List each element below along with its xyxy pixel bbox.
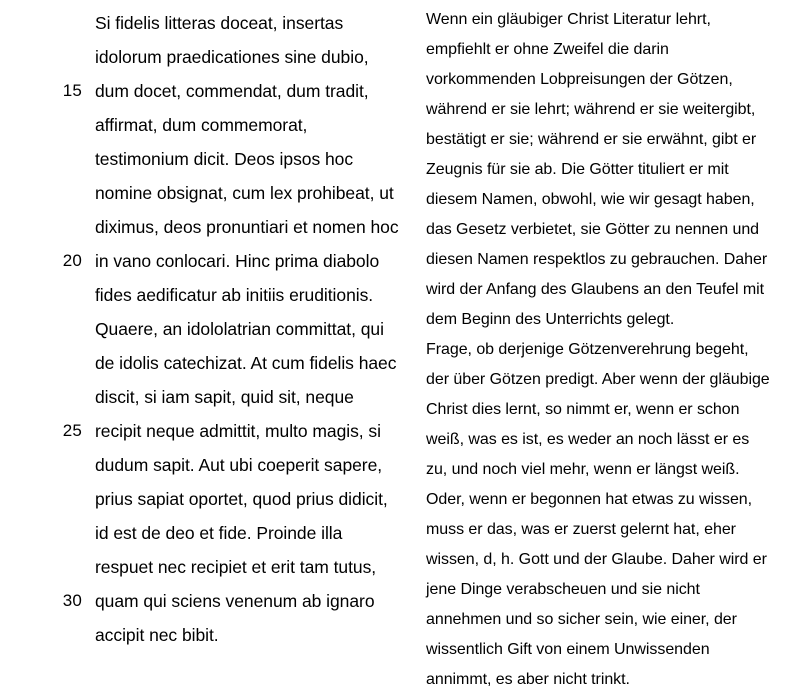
translation-line: Wenn ein gläubiger Christ Literatur lehrt, xyxy=(426,11,711,28)
source-line xyxy=(0,346,410,380)
translation-line: während er sie lehrt; während er sie weitergibt, xyxy=(426,101,756,118)
translation-line: diesen Namen respektlos zu gebrauchen. Daher xyxy=(426,251,768,268)
translation-text-column xyxy=(426,5,800,695)
source-line-text: respuet nec recipiet et erit tam tutus, xyxy=(95,557,377,577)
line-number: 15 xyxy=(62,81,82,100)
source-line-text: idolorum praedicationes sine dubio, xyxy=(95,47,369,67)
source-line-text: testimonium dicit. Deos ipsos hoc xyxy=(95,149,354,169)
translation-line: weiß, was es ist, es weder an noch lässt er es xyxy=(426,431,750,448)
source-line xyxy=(0,108,410,142)
source-line-text: fides aedificatur ab initiis eruditionis. xyxy=(95,285,374,305)
translation-line: Oder, wenn er begonnen hat etwas zu wissen, xyxy=(426,491,753,508)
source-line xyxy=(0,6,410,40)
source-line-text: in vano conlocari. Hinc prima diabolo xyxy=(95,251,380,271)
source-line-text: diximus, deos pronuntiari et nomen hoc xyxy=(95,217,399,237)
source-line xyxy=(0,142,410,176)
source-text-column xyxy=(0,6,410,652)
source-line xyxy=(0,448,410,482)
source-line xyxy=(0,244,410,278)
source-line-text: affirmat, dum commemorat, xyxy=(95,115,308,135)
source-line xyxy=(0,210,410,244)
source-line-text: dudum sapit. Aut ubi coeperit sapere, xyxy=(95,455,383,475)
source-line xyxy=(0,516,410,550)
translation-line: vorkommenden Lobpreisungen der Götzen, xyxy=(426,71,733,88)
source-line-text: Quaere, an idololatrian committat, qui xyxy=(95,319,384,339)
source-line xyxy=(0,482,410,516)
translation-line: das Gesetz verbietet, sie Götter zu nennen und xyxy=(426,221,760,238)
source-line-text: recipit neque admittit, multo magis, si xyxy=(95,421,381,441)
source-line-text: quam qui sciens venenum ab ignaro xyxy=(95,591,375,611)
source-line xyxy=(0,74,410,108)
translation-line: zu, und noch viel mehr, wenn er längst weiß. xyxy=(426,461,740,478)
translation-line: dem Beginn des Unterrichts gelegt. xyxy=(426,311,675,328)
source-line xyxy=(0,380,410,414)
line-number: 30 xyxy=(62,591,82,610)
translation-line: jene Dinge verabscheuen und sie nicht xyxy=(426,581,700,598)
source-line xyxy=(0,40,410,74)
translation-line: annimmt, es aber nicht trinkt. xyxy=(426,671,630,688)
translation-line: wissen, d, h. Gott und der Glaube. Daher wird er xyxy=(426,551,767,568)
source-line-text: dum docet, commendat, dum tradit, xyxy=(95,81,369,101)
source-line-text: accipit nec bibit. xyxy=(95,625,219,645)
source-line xyxy=(0,618,410,652)
translation-line: bestätigt er sie; während er sie erwähnt, gibt er xyxy=(426,131,757,148)
line-number: 25 xyxy=(62,421,82,440)
translation-line: wissentlich Gift von einem Unwissenden xyxy=(426,641,710,658)
source-line-text: nomine obsignat, cum lex prohibeat, ut xyxy=(95,183,394,203)
source-line xyxy=(0,414,410,448)
translation-line: muss er das, was er zuerst gelernt hat, eher xyxy=(426,521,736,538)
source-line xyxy=(0,176,410,210)
source-line-text: discit, si iam sapit, quid sit, neque xyxy=(95,387,354,407)
source-line xyxy=(0,550,410,584)
source-line-text: de idolis catechizat. At cum fidelis haec xyxy=(95,353,397,373)
source-line xyxy=(0,278,410,312)
source-line-text: id est de deo et fide. Proinde illa xyxy=(95,523,343,543)
translation-line: Frage, ob derjenige Götzenverehrung begeht, xyxy=(426,341,749,358)
translation-line: diesem Namen, obwohl, wie wir gesagt haben, xyxy=(426,191,755,208)
line-number: 20 xyxy=(62,251,82,270)
source-line xyxy=(0,584,410,618)
translation-line: annehmen und so sicher sein, wie einer, der xyxy=(426,611,737,628)
translation-line: Zeugnis für sie ab. Die Götter tituliert er mit xyxy=(426,161,729,178)
source-line-text: Si fidelis litteras doceat, insertas xyxy=(95,13,344,33)
source-line xyxy=(0,312,410,346)
translation-line: Christ dies lernt, so nimmt er, wenn er schon xyxy=(426,401,740,418)
translation-line: wird der Anfang des Glaubens an den Teufel mit xyxy=(426,281,765,298)
source-line-text: prius sapiat oportet, quod prius didicit, xyxy=(95,489,388,509)
translation-line: der über Götzen predigt. Aber wenn der gläubige xyxy=(426,371,770,388)
translation-line: empfiehlt er ohne Zweifel die darin xyxy=(426,41,669,58)
